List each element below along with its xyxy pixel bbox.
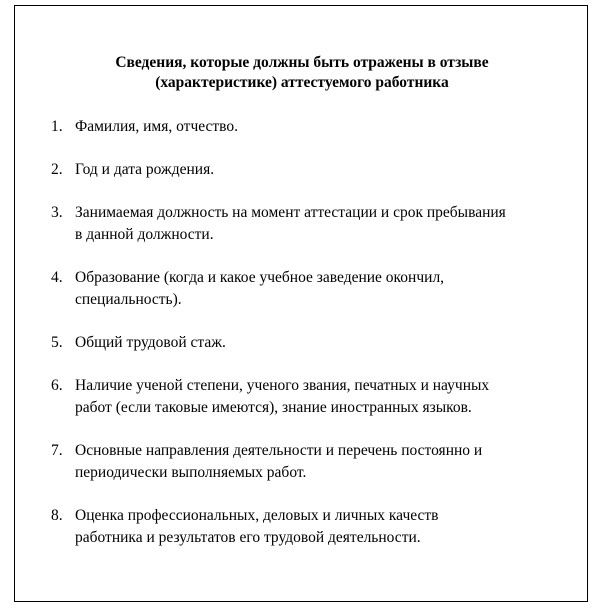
list-item-text: Год и дата рождения. [75, 161, 215, 178]
list-item-text: Общий трудовой стаж. [75, 334, 226, 351]
list-item-number: 4. [51, 269, 63, 286]
list-item-text: Основные направления деятельности и перечень постоянно и [75, 442, 483, 459]
list-item-text: периодически выполняемых работ. [75, 464, 307, 481]
list-item-number: 5. [51, 334, 63, 351]
title-line-2: (характеристике) аттестуемого работника [155, 74, 449, 91]
list-item-4 [51, 267, 581, 311]
list-item-text: Занимаемая должность на момент аттестации и срок пребывания [75, 204, 506, 221]
list-item-number: 6. [51, 377, 63, 394]
list-item-3 [51, 202, 581, 246]
list-item-number: 8. [51, 507, 63, 524]
list-item-number: 2. [51, 161, 63, 178]
document-frame [14, 5, 588, 602]
list-item-text: специальность). [75, 291, 182, 308]
list-item-6 [51, 375, 581, 419]
list-item-text: Фамилия, имя, отчество. [75, 118, 238, 135]
list-item-text: работника и результатов его трудовой деятельности. [75, 529, 421, 546]
list-item-number: 1. [51, 118, 63, 135]
list-item-8 [51, 505, 581, 549]
list-item-text: Оценка профессиональных, деловых и личных качеств [75, 507, 439, 524]
requirements-list [51, 116, 581, 570]
list-item-text: Наличие ученой степени, ученого звания, печатных и научных [75, 377, 490, 394]
list-item-text: в данной должности. [75, 226, 214, 243]
title-line-1: Сведения, которые должны быть отражены в отзыве [115, 54, 489, 71]
list-item-text: Образование (когда и какое учебное заведение окончил, [75, 269, 445, 286]
list-item-number: 7. [51, 442, 63, 459]
document-title [15, 53, 589, 93]
list-item-7 [51, 440, 581, 484]
list-item-text: работ (если таковые имеются), знание иностранных языков. [75, 399, 472, 416]
list-item-1 [51, 116, 581, 138]
list-item-2 [51, 159, 581, 181]
list-item-5 [51, 332, 581, 354]
list-item-number: 3. [51, 204, 63, 221]
